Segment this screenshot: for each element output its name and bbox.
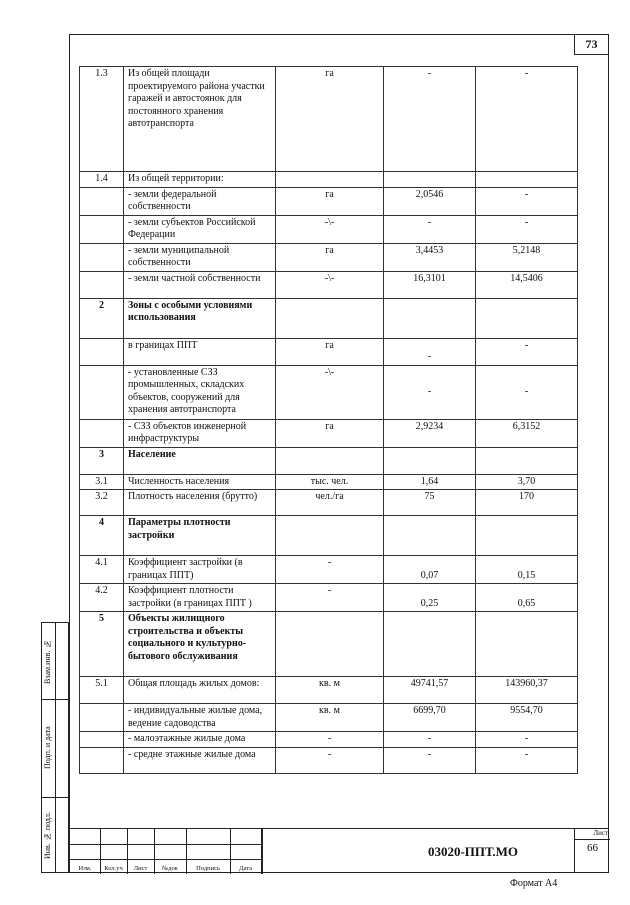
cell-v2: 9554,70 [476, 704, 578, 732]
table-row [80, 474, 578, 490]
table-row [80, 490, 578, 516]
cell-v1: 6699,70 [384, 704, 476, 732]
document-code: 03020-ППТ.МО [427, 843, 519, 859]
cell-name: Коэффициент застройки (в границах ППТ) [124, 556, 276, 584]
format-label: Формат А4 [510, 878, 558, 889]
cell-name: - земли федеральной собственности [124, 187, 276, 215]
inv-label: Инв. № подл. [43, 812, 52, 860]
cell-v1 [384, 612, 476, 677]
cell-v1: 3,4453 [384, 243, 476, 271]
cell-name: Численность населения [124, 474, 276, 490]
col-data: Дата [239, 865, 252, 872]
cell-v2: - [476, 747, 578, 773]
cell-num [80, 338, 124, 365]
cell-num: 4.2 [80, 584, 124, 612]
cell-unit [276, 298, 384, 338]
cell-v2: - [476, 187, 578, 215]
cell-v2 [476, 447, 578, 474]
cell-unit: га [276, 187, 384, 215]
table-row [80, 243, 578, 271]
cell-v2: 143960,37 [476, 677, 578, 704]
col-ndok: №док [162, 865, 178, 872]
table-row [80, 516, 578, 556]
cell-unit: кв. м [276, 704, 384, 732]
cell-name: Зоны с особыми условиями использования [124, 298, 276, 338]
cell-name: - СЗЗ объектов инженерной инфраструктуры [124, 419, 276, 447]
col-podpis: Подпись [196, 865, 220, 872]
cell-unit: -\- [276, 365, 384, 419]
cell-unit: - [276, 584, 384, 612]
cell-num [80, 215, 124, 243]
cell-num: 1.4 [80, 172, 124, 188]
cell-num [80, 365, 124, 419]
table-row [80, 612, 578, 677]
page-number: 73 [574, 34, 609, 55]
table-row [80, 67, 578, 172]
cell-name: Параметры плотности застройки [124, 516, 276, 556]
cell-v1: - [384, 732, 476, 748]
table-row [80, 365, 578, 419]
cell-v1: - [384, 67, 476, 172]
col-kolych: Кол.уч [104, 865, 123, 872]
cell-v1 [384, 298, 476, 338]
cell-v1: 0,07 [384, 556, 476, 584]
cell-v2: - [476, 732, 578, 748]
cell-v1: 2,9234 [384, 419, 476, 447]
cell-name: - малоэтажные жилые дома [124, 732, 276, 748]
cell-name: - установленные СЗЗ промышленных, складских объектов, сооружений для хранения автотранспорта [124, 365, 276, 419]
sheet-number: 66 [587, 842, 598, 854]
cell-v1: 16,3101 [384, 271, 476, 298]
cell-num [80, 271, 124, 298]
table-row [80, 732, 578, 748]
table-row [80, 447, 578, 474]
cell-v1: - [384, 338, 476, 365]
sheet-label: Лист [575, 828, 610, 840]
table-row [80, 556, 578, 584]
cell-name: Объекты жилищного строительства и объекты социального и культурно-бытового обслуживания [124, 612, 276, 677]
table-row [80, 338, 578, 365]
cell-v2 [476, 172, 578, 188]
cell-num: 2 [80, 298, 124, 338]
cell-v2 [476, 516, 578, 556]
table-row [80, 704, 578, 732]
cell-num: 3.1 [80, 474, 124, 490]
cell-v1: - [384, 365, 476, 419]
cell-v1 [384, 447, 476, 474]
cell-name: - земли субъектов Российской Федерации [124, 215, 276, 243]
cell-v2 [476, 298, 578, 338]
cell-num [80, 704, 124, 732]
cell-num [80, 419, 124, 447]
cell-v2: 170 [476, 490, 578, 516]
cell-name: Плотность населения (брутто) [124, 490, 276, 516]
cell-num: 4.1 [80, 556, 124, 584]
sheet-box [574, 828, 610, 873]
cell-unit [276, 447, 384, 474]
table-row [80, 419, 578, 447]
cell-name: - индивидуальные жилые дома, ведение садоводства [124, 704, 276, 732]
cell-num: 3 [80, 447, 124, 474]
table-row [80, 584, 578, 612]
cell-num: 5.1 [80, 677, 124, 704]
cell-num: 5 [80, 612, 124, 677]
cell-unit: тыс. чел. [276, 474, 384, 490]
cell-v1 [384, 172, 476, 188]
cell-unit: -\- [276, 215, 384, 243]
cell-v2: - [476, 365, 578, 419]
cell-unit: - [276, 732, 384, 748]
cell-num [80, 732, 124, 748]
cell-v2 [476, 612, 578, 677]
table-row [80, 215, 578, 243]
cell-unit: кв. м [276, 677, 384, 704]
cell-v1: 2,0546 [384, 187, 476, 215]
cell-num: 4 [80, 516, 124, 556]
cell-name: - земли муниципальной собственности [124, 243, 276, 271]
cell-unit: чел./га [276, 490, 384, 516]
vzam-label: Взам.инв. № [43, 639, 52, 685]
cell-v1 [384, 516, 476, 556]
cell-num [80, 187, 124, 215]
cell-unit: - [276, 747, 384, 773]
cell-v2: 0,15 [476, 556, 578, 584]
podp-label: Подп. и дата [43, 726, 52, 770]
cell-unit [276, 516, 384, 556]
cell-unit [276, 172, 384, 188]
cell-name: - земли частной собственности [124, 271, 276, 298]
cell-unit: -\- [276, 271, 384, 298]
cell-num: 1.3 [80, 67, 124, 172]
cell-v1: 49741,57 [384, 677, 476, 704]
table-row [80, 187, 578, 215]
cell-unit: га [276, 243, 384, 271]
cell-unit: - [276, 556, 384, 584]
cell-name: - средне этажные жилые дома [124, 747, 276, 773]
cell-unit: га [276, 67, 384, 172]
side-stamp [41, 622, 69, 873]
cell-num: 3.2 [80, 490, 124, 516]
cell-v2: 6,3152 [476, 419, 578, 447]
cell-v1: 0,25 [384, 584, 476, 612]
table-row [80, 172, 578, 188]
cell-name: Общая площадь жилых домов: [124, 677, 276, 704]
cell-v2: 3,70 [476, 474, 578, 490]
cell-v2: - [476, 338, 578, 365]
table-row [80, 298, 578, 338]
cell-unit: га [276, 338, 384, 365]
cell-v2: - [476, 67, 578, 172]
cell-name: Из общей территории: [124, 172, 276, 188]
cell-v2: - [476, 215, 578, 243]
table-row [80, 271, 578, 298]
title-block [69, 828, 609, 874]
cell-v2: 0,65 [476, 584, 578, 612]
cell-v1: 1,64 [384, 474, 476, 490]
cell-v1: 75 [384, 490, 476, 516]
cell-name: Население [124, 447, 276, 474]
table-row [80, 677, 578, 704]
col-izm: Изм. [78, 865, 92, 872]
col-list: Лист [133, 865, 148, 872]
cell-num [80, 243, 124, 271]
cell-v1: - [384, 215, 476, 243]
cell-v2: 14,5406 [476, 271, 578, 298]
cell-unit [276, 612, 384, 677]
cell-unit: га [276, 419, 384, 447]
cell-num [80, 747, 124, 773]
cell-v1: - [384, 747, 476, 773]
indicators-table [79, 66, 578, 774]
cell-name: в границах ППТ [124, 338, 276, 365]
table-row [80, 747, 578, 773]
cell-name: Из общей площади проектируемого района участки гаражей и автостоянок для постоянного хранения автотранспорта [124, 67, 276, 172]
cell-name: Коэффициент плотности застройки (в границах ППТ ) [124, 584, 276, 612]
cell-v2: 5,2148 [476, 243, 578, 271]
